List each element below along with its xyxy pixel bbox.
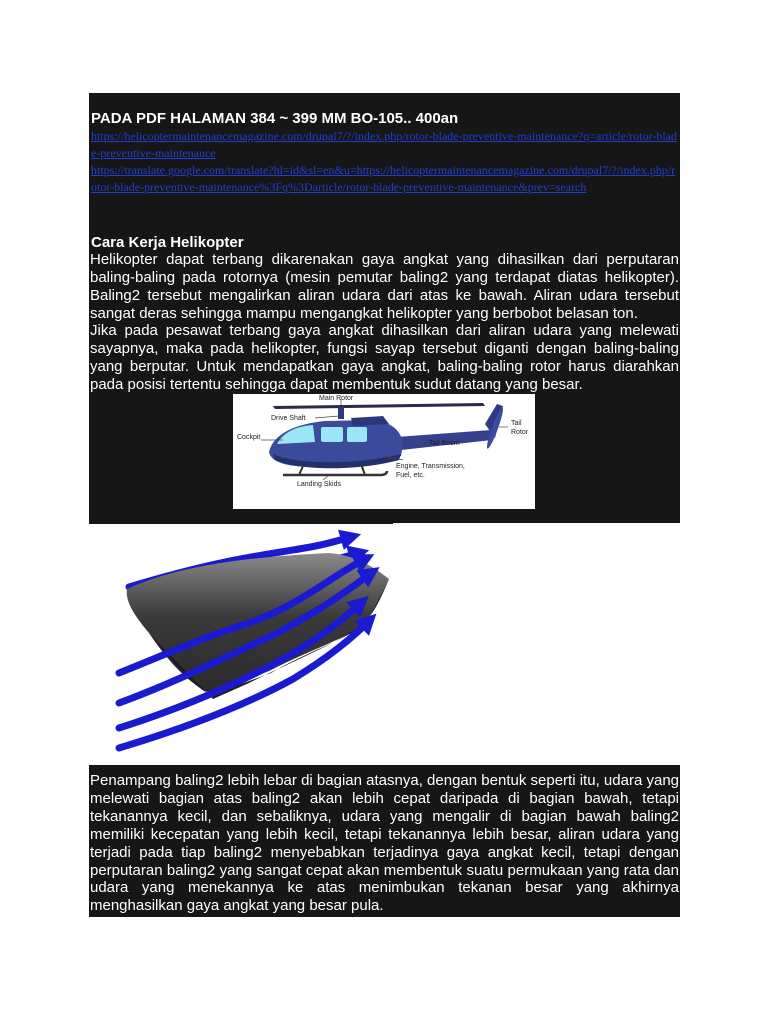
paragraph-lift: Helikopter dapat terbang dikarenakan gaya angkat yang dihasilkan dari perputaran baling-baling pada rotornya (mesin pemutar baling2 yang terdapat diatas helikopter). Baling2 tersebut mengalirkan aliran udara dari atas ke bawah. Aliran udara tersebut sangat deras sehingga mampu mengangkat helikopter yang berbobot belasan ton. — [90, 251, 679, 322]
cabin-window-1 — [321, 427, 343, 442]
link-rotor-blade-article[interactable]: https://helicoptermaintenancemagazine.com/drupal7/?/index.php/rotor-blade-preventive-maintenance?q=article/rotor-blade-preventive-maintenance — [91, 129, 678, 160]
label-tail-rotor-line1: Tail — [511, 420, 522, 427]
leader-drive-shaft — [315, 416, 339, 418]
section-title: Cara Kerja Helikopter — [91, 234, 244, 251]
airfoil-airflow-diagram — [89, 523, 680, 766]
label-main-rotor: Main Rotor — [319, 395, 354, 402]
label-cockpit: Cockpit — [237, 434, 261, 441]
paragraph-rotor-angle: Jika pada pesawat terbang gaya angkat dihasilkan dari aliran udara yang melewati sayapnya, maka pada helikopter, fungsi sayap tersebut diganti dengan baling-baling yang berputar. Untuk mendapatkan gaya angkat, baling-baling rotor harus diarahkan pada posisi tertentu sehingga dapat membentuk sudut datang yang besar. — [90, 322, 679, 393]
label-engine-line2: Fuel, etc. — [396, 472, 425, 479]
leader-landing-skids — [323, 476, 328, 480]
cabin-window-2 — [347, 427, 367, 442]
label-tail-boom: Tail Boom — [429, 440, 460, 447]
airfoil-illustration — [89, 523, 680, 766]
paragraph-airfoil: Penampang baling2 lebih lebar di bagian atasnya, dengan bentuk seperti itu, udara yang melewati bagian atas baling2 akan lebih cepat daripada di bagian bawah, tetapi tekanannya kecil, dan sebaliknya, udara yang mengalir di bagian bawah baling2 memiliki kecepatan yang lebih kecil, tetapi tekanannya lebih besar, aliran udara yang terjadi pada tiap baling2 menyebabkan terjadinya gaya angkat kecil, tetapi dengan perputaran baling2 yang sangat cepat akan membentuk suatu permukaan yang rata dan udara yang menekannya ke atas menimbukan tekanan besar yang akhirnya menghasilkan gaya angkat yang besar pula. — [90, 772, 679, 915]
page-heading: PADA PDF HALAMAN 384 ~ 399 MM BO-105.. 400an — [91, 110, 459, 127]
link-google-translate[interactable]: https://translate.google.com/translate?hl=id&sl=en&u=https://helicoptermaintenancemagazine.com/drupal7/?/index.php/rotor-blade-preventive-maintenance%3Fq%3Darticle/rotor-blade-preventive-maintenance&prev=search — [91, 163, 676, 194]
label-tail-rotor-line2: Rotor — [511, 429, 529, 436]
landing-skid — [283, 471, 387, 475]
helicopter-diagram — [233, 394, 535, 509]
helicopter-illustration — [233, 394, 535, 509]
figure-divider — [89, 523, 393, 524]
main-rotor-blade — [273, 403, 485, 409]
rotor-mast — [338, 407, 344, 419]
label-engine-line1: Engine, Transmission, — [396, 463, 465, 470]
skid-strut-front — [299, 466, 303, 475]
label-drive-shaft: Drive Shaft — [271, 415, 306, 422]
label-landing-skids: Landing Skids — [297, 481, 341, 488]
link-list — [91, 128, 679, 196]
